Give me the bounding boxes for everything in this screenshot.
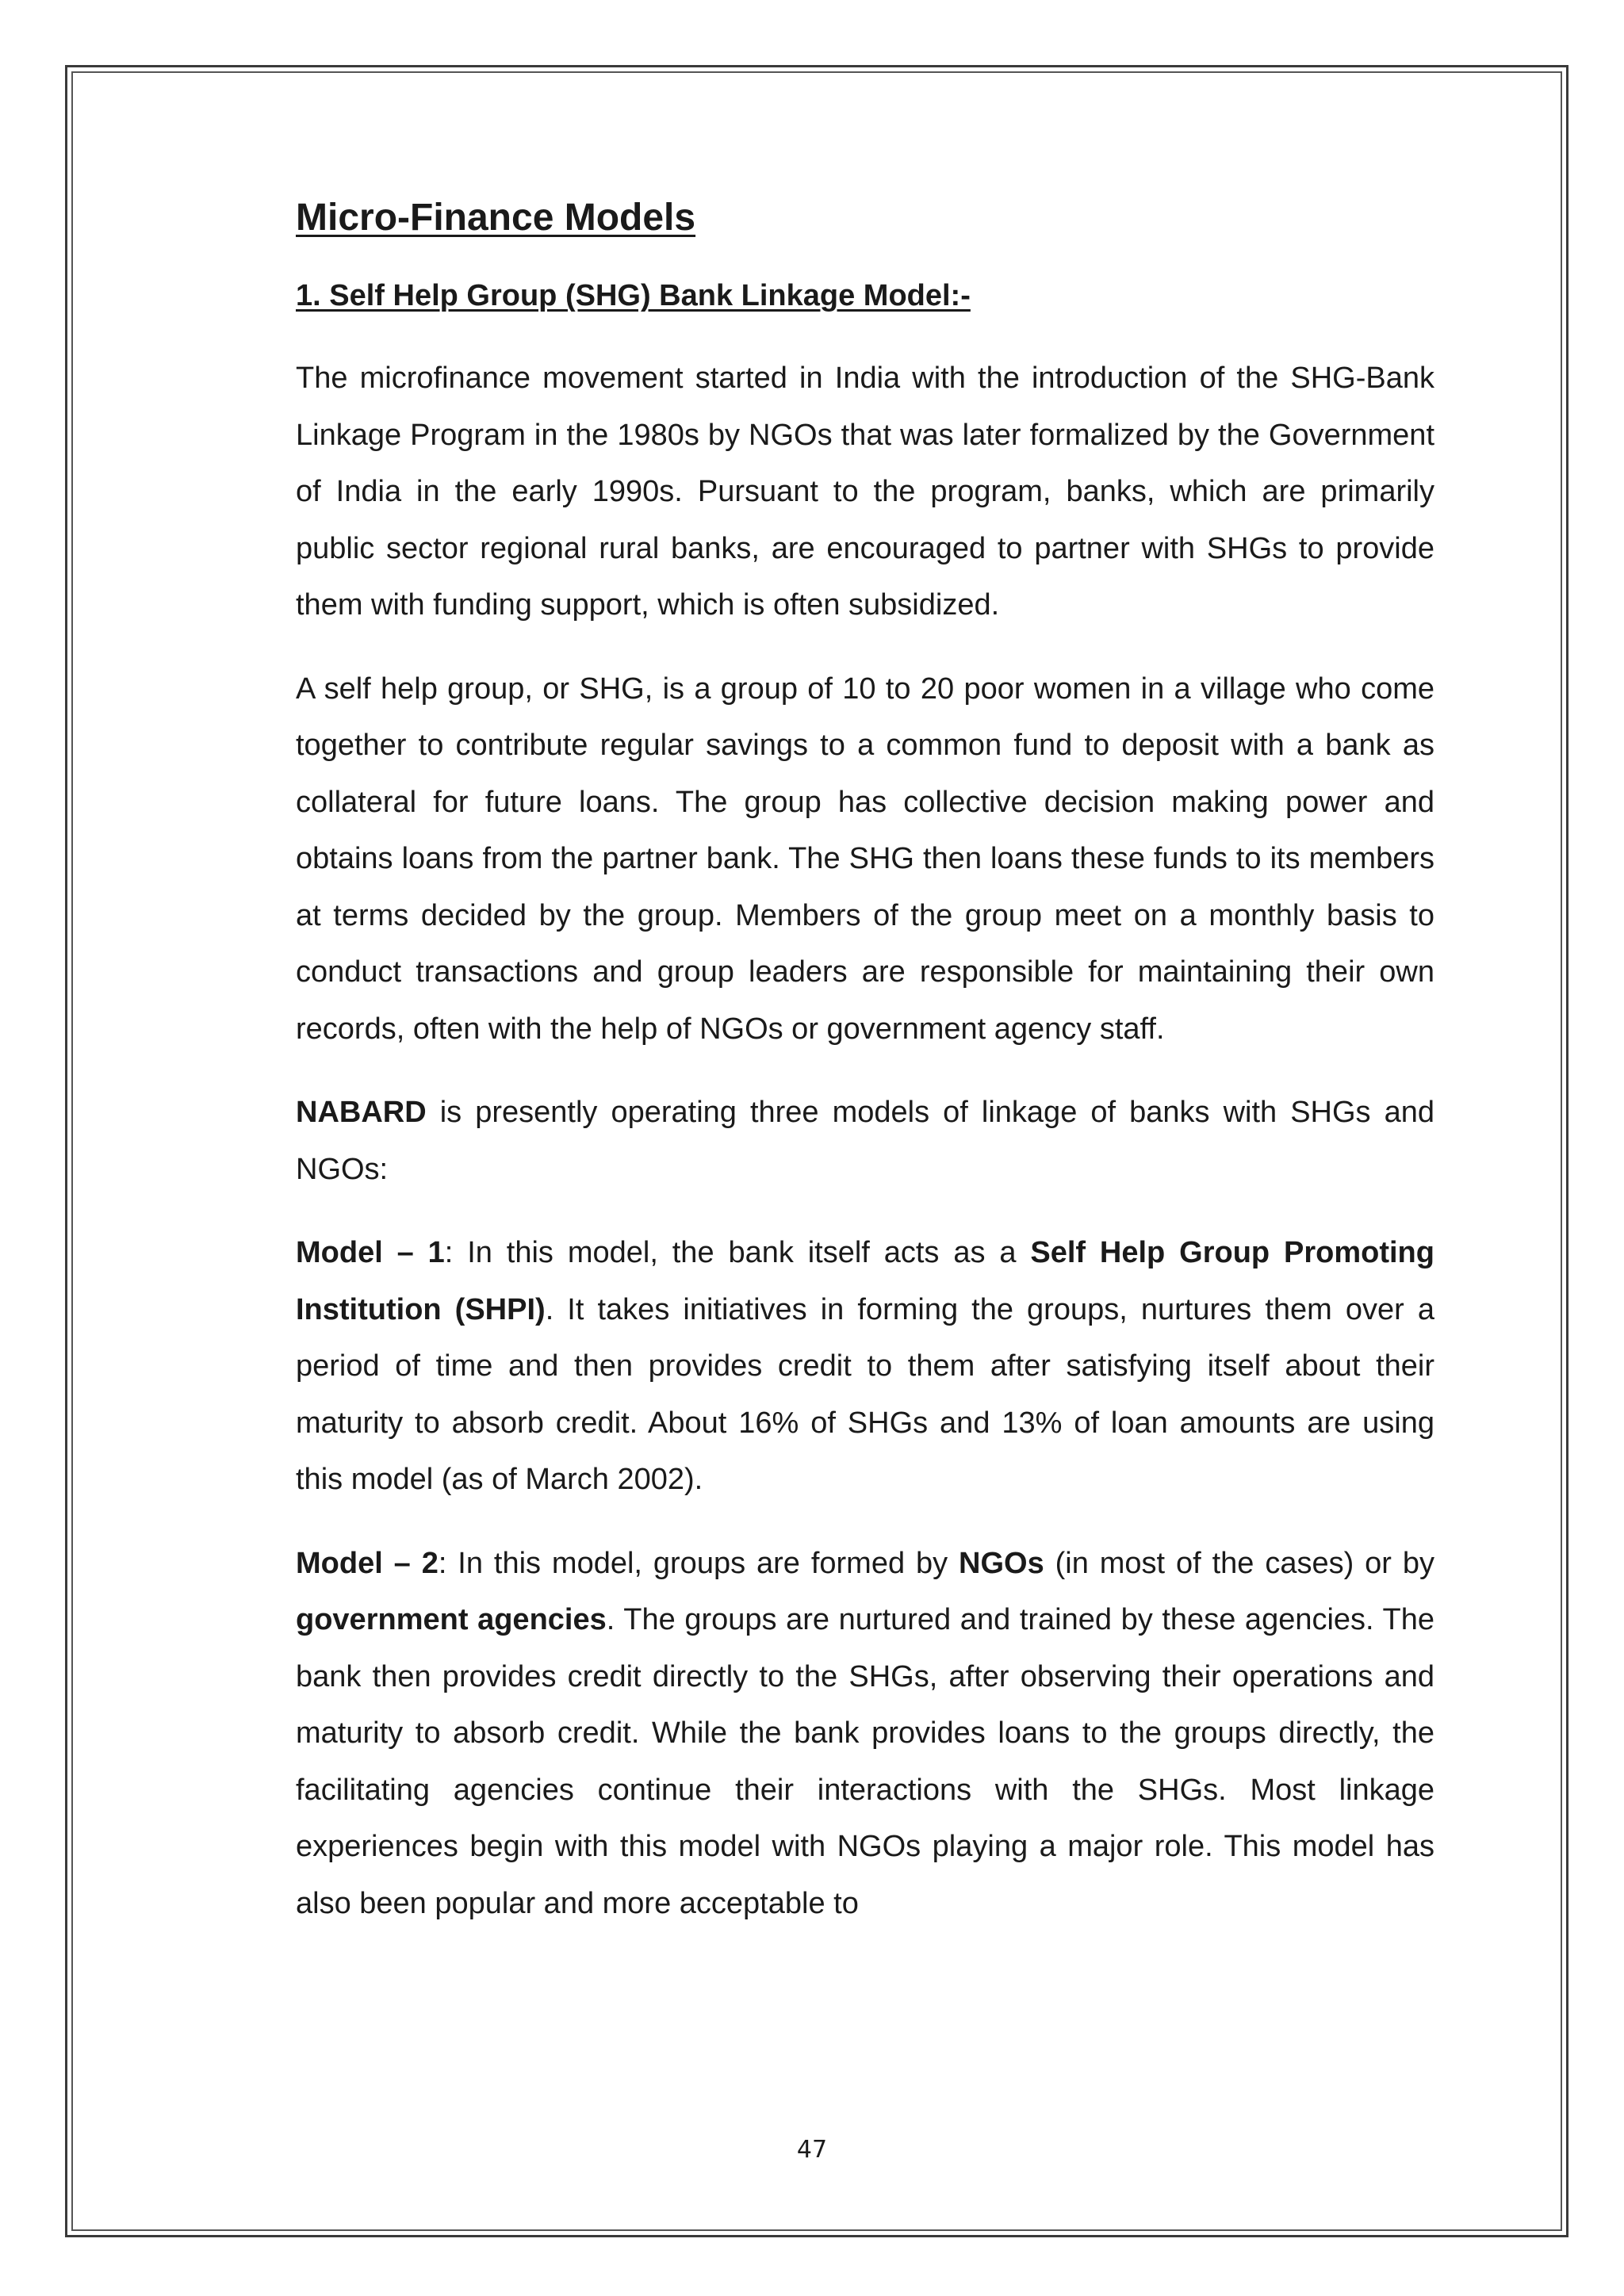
paragraph-1: The microfinance movement started in India with the introduction of the SHG-Bank Linkage Program in the 1980s by NGOs that was later formalized by the Government of India in the early 1990s. Pursuant to the program, banks, which are primarily public sector regional rural banks, are encouraged to partner with SHGs to provide them with funding support, which is often subsidized. [296,362,1434,622]
text-span: . It takes initiatives in forming the groups, nurtures them over a period of time and then provides credit to them after satisfying itself about their maturity to absorb credit. About 16% of SHGs and 13% of loan amounts are using this model (as of March 2002). [296,1292,1434,1496]
text-span: (in most of the cases) or by [1044,1546,1434,1580]
paragraph-5 [296,1536,1434,1933]
bold-text: Self Help Group Promoting Institution (SHPI) [296,1236,1434,1326]
text-span: : In this model, groups are formed by [438,1546,959,1580]
paragraph-2: A self help group, or SHG, is a group of 10 to 20 poor women in a village who come together to contribute regular savings to a common fund to deposit with a bank as collateral for future loans. The group has collective decision making power and obtains loans from the partner bank. The SHG then loans these funds to its members at terms decided by the group. Members of the group meet on a monthly basis to conduct transactions and group leaders are responsible for maintaining their own records, often with the help of NGOs or government agency staff. [296,672,1434,1046]
bold-text: government agencies [296,1603,607,1636]
bold-text: Model – 1 [296,1236,445,1269]
page-number: 47 [796,2136,828,2164]
section-heading: 1. Self Help Group (SHG) Bank Linkage Model:- [296,279,971,312]
text-span: . The groups are nurtured and trained by these agencies. The bank then provides credit directly to the SHGs, after observing their operations and maturity to absorb credit. While the bank provides loans to the groups directly, the facilitating agencies continue their interactions with the SHGs. Most linkage experiences begin with this model with NGOs playing a major role. This model has also been popular and more acceptable to [296,1603,1435,1920]
bold-text: NGOs [959,1546,1044,1580]
text-span: is presently operating three models of linkage of banks with SHGs and NGOs: [296,1096,1434,1186]
paragraph-3 [296,1085,1434,1198]
page-content [296,190,1434,1959]
paragraph-4 [296,1225,1434,1509]
page-title: Micro-Finance Models [296,197,696,239]
text-span: : In this model, the bank itself acts as a [444,1236,1031,1269]
bold-text: Model – 2 [296,1546,439,1580]
bold-text: NABARD [296,1096,427,1129]
